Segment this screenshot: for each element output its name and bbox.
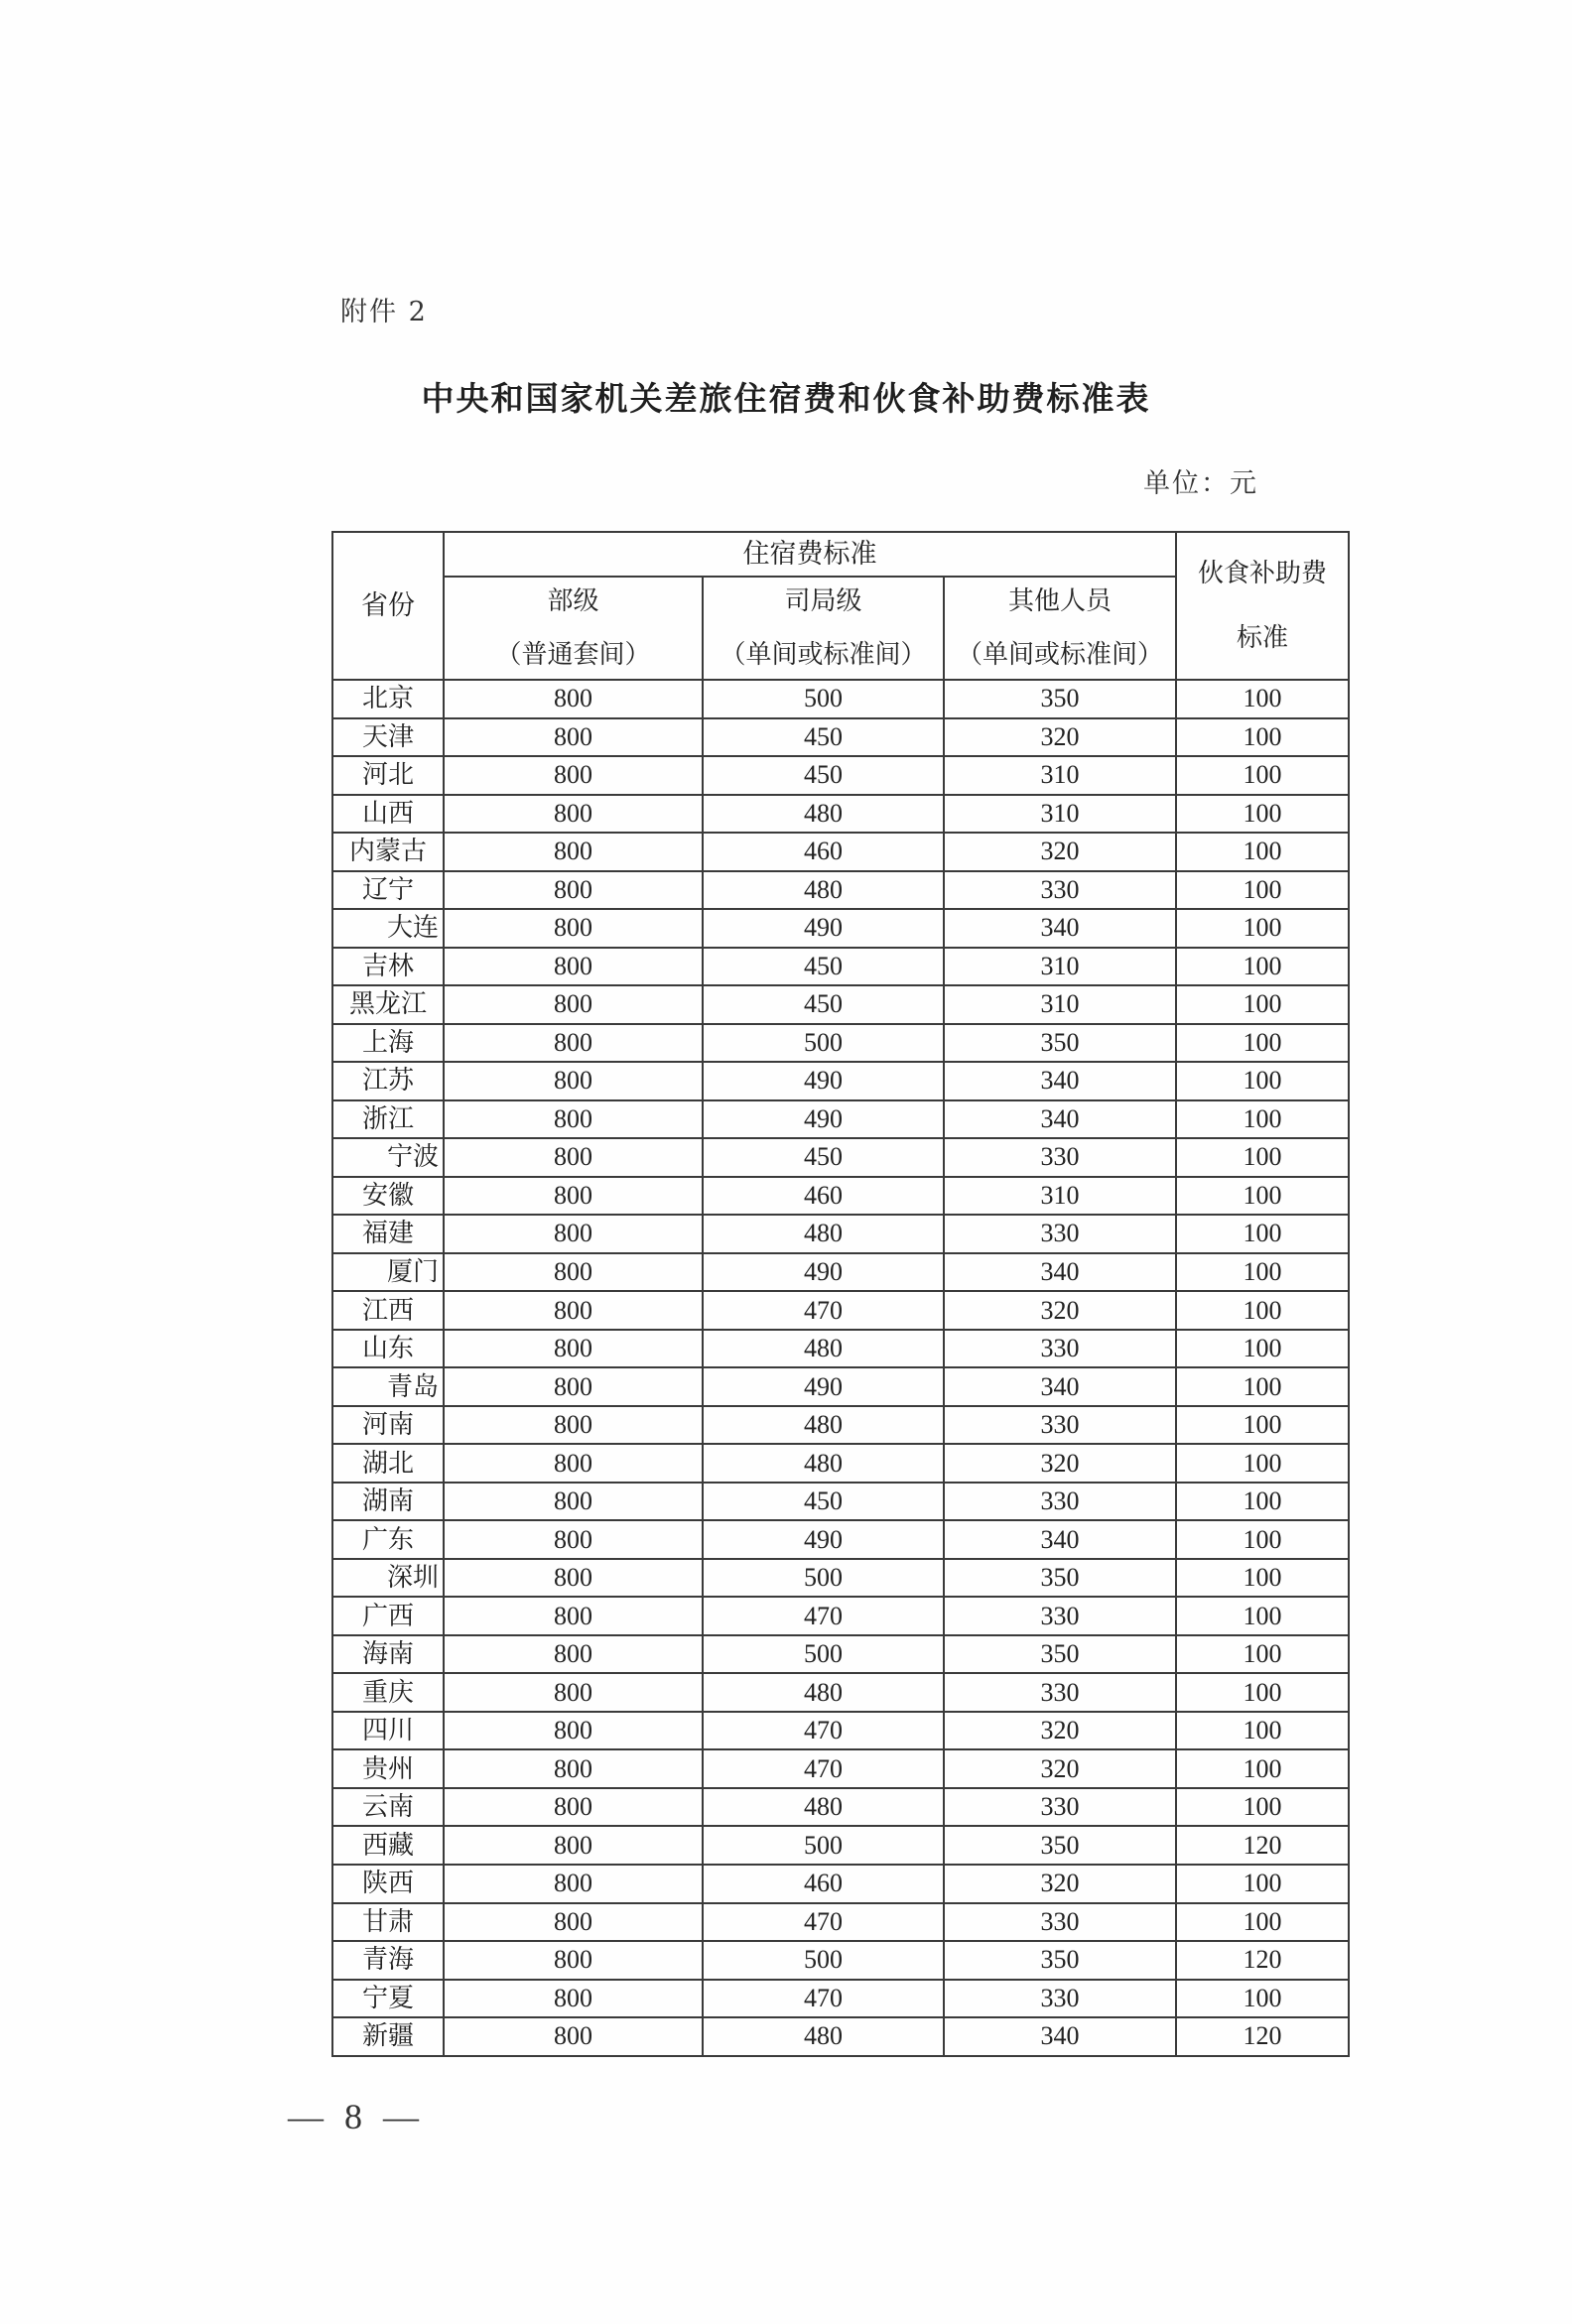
others-rate-cell: 320 (944, 833, 1176, 871)
table-row (332, 756, 1349, 795)
bureau-rate-cell: 500 (703, 1941, 944, 1980)
ministerial-rate-cell: 800 (444, 1024, 703, 1063)
bureau-rate-cell: 450 (703, 948, 944, 986)
region-cell: 河北 (332, 756, 444, 795)
bureau-rate-cell: 470 (703, 1291, 944, 1330)
others-rate-cell: 310 (944, 948, 1176, 986)
ministerial-rate-cell: 800 (444, 1215, 703, 1253)
bureau-rate-cell: 490 (703, 1367, 944, 1406)
table-header (332, 532, 1349, 680)
ministerial-rate-cell: 800 (444, 1367, 703, 1406)
others-rate-cell: 350 (944, 1559, 1176, 1598)
table-row (332, 1980, 1349, 2018)
table-row (332, 948, 1349, 986)
region-cell: 吉林 (332, 948, 444, 986)
bureau-rate-cell: 450 (703, 1138, 944, 1177)
region-cell: 江苏 (332, 1062, 444, 1100)
meal-allowance-cell: 100 (1176, 1483, 1349, 1521)
table-row (332, 871, 1349, 910)
region-cell: 内蒙古 (332, 833, 444, 871)
others-rate-cell: 340 (944, 1367, 1176, 1406)
bureau-rate-cell: 500 (703, 1559, 944, 1598)
meal-allowance-cell: 100 (1176, 1749, 1349, 1788)
bureau-rate-cell: 470 (703, 1749, 944, 1788)
table-row (332, 1253, 1349, 1292)
ministerial-rate-cell: 800 (444, 718, 703, 757)
meal-allowance-cell: 100 (1176, 1253, 1349, 1292)
region-cell: 福建 (332, 1215, 444, 1253)
region-cell: 湖北 (332, 1444, 444, 1483)
ministerial-rate-cell: 800 (444, 1788, 703, 1827)
meal-allowance-cell: 100 (1176, 1673, 1349, 1712)
ministerial-rate-cell: 800 (444, 1406, 703, 1445)
ministerial-rate-cell: 800 (444, 1062, 703, 1100)
header-lodging-standard: 住宿费标准 (444, 532, 1176, 577)
meal-allowance-cell: 100 (1176, 871, 1349, 910)
table-row (332, 1367, 1349, 1406)
table-row (332, 1673, 1349, 1712)
header-others-note: （单间或标准间） (957, 640, 1164, 670)
region-cell: 黑龙江 (332, 985, 444, 1024)
ministerial-rate-cell: 800 (444, 1865, 703, 1903)
ministerial-rate-cell: 800 (444, 1749, 703, 1788)
bureau-rate-cell: 500 (703, 1024, 944, 1063)
others-rate-cell: 340 (944, 1253, 1176, 1292)
region-cell: 河南 (332, 1406, 444, 1445)
others-rate-cell: 330 (944, 1788, 1176, 1827)
ministerial-rate-cell: 800 (444, 1673, 703, 1712)
region-cell: 大连 (332, 909, 444, 948)
others-rate-cell: 330 (944, 1980, 1176, 2018)
region-cell: 四川 (332, 1712, 444, 1750)
region-cell: 宁波 (332, 1138, 444, 1177)
table-row (332, 1024, 1349, 1063)
ministerial-rate-cell: 800 (444, 1559, 703, 1598)
others-rate-cell: 340 (944, 1100, 1176, 1139)
others-rate-cell: 330 (944, 1483, 1176, 1521)
others-rate-cell: 320 (944, 1749, 1176, 1788)
bureau-rate-cell: 480 (703, 795, 944, 834)
table-row (332, 680, 1349, 718)
region-cell: 江西 (332, 1291, 444, 1330)
others-rate-cell: 350 (944, 1941, 1176, 1980)
bureau-rate-cell: 490 (703, 1520, 944, 1559)
ministerial-rate-cell: 800 (444, 1826, 703, 1865)
ministerial-rate-cell: 800 (444, 1100, 703, 1139)
ministerial-rate-cell: 800 (444, 871, 703, 910)
page-number: — 8 — (288, 2097, 425, 2136)
bureau-rate-cell: 460 (703, 833, 944, 871)
bureau-rate-cell: 450 (703, 985, 944, 1024)
header-meal-line2: 标准 (1237, 623, 1289, 653)
others-rate-cell: 330 (944, 871, 1176, 910)
others-rate-cell: 340 (944, 2017, 1176, 2056)
table-row (332, 1406, 1349, 1445)
meal-allowance-cell: 100 (1176, 680, 1349, 718)
others-rate-cell: 310 (944, 985, 1176, 1024)
table-row (332, 795, 1349, 834)
header-bureau-note: （单间或标准间） (720, 640, 927, 670)
table-row (332, 1520, 1349, 1559)
meal-allowance-cell: 120 (1176, 1941, 1349, 1980)
bureau-rate-cell: 470 (703, 1903, 944, 1942)
ministerial-rate-cell: 800 (444, 680, 703, 718)
table-row (332, 1635, 1349, 1674)
others-rate-cell: 340 (944, 909, 1176, 948)
ministerial-rate-cell: 800 (444, 1483, 703, 1521)
region-cell: 浙江 (332, 1100, 444, 1139)
table-row (332, 1444, 1349, 1483)
ministerial-rate-cell: 800 (444, 2017, 703, 2056)
ministerial-rate-cell: 800 (444, 1635, 703, 1674)
bureau-rate-cell: 480 (703, 1406, 944, 1445)
header-bureau-label: 司局级 (784, 586, 862, 616)
table-row (332, 909, 1349, 948)
header-ministerial (444, 577, 703, 680)
region-cell: 海南 (332, 1635, 444, 1674)
others-rate-cell: 320 (944, 1291, 1176, 1330)
table-row (332, 718, 1349, 757)
bureau-rate-cell: 460 (703, 1177, 944, 1216)
region-cell: 陕西 (332, 1865, 444, 1903)
bureau-rate-cell: 480 (703, 1673, 944, 1712)
meal-allowance-cell: 120 (1176, 2017, 1349, 2056)
attachment-label: 附件 2 (340, 297, 428, 327)
unit-label: 单位：元 (1143, 468, 1258, 499)
others-rate-cell: 350 (944, 1024, 1176, 1063)
bureau-rate-cell: 480 (703, 1788, 944, 1827)
header-bureau (703, 577, 944, 680)
meal-allowance-cell: 100 (1176, 1635, 1349, 1674)
bureau-rate-cell: 500 (703, 1826, 944, 1865)
table-row (332, 2017, 1349, 2056)
meal-allowance-cell: 100 (1176, 1788, 1349, 1827)
table-row (332, 1062, 1349, 1100)
region-cell: 甘肃 (332, 1903, 444, 1942)
others-rate-cell: 310 (944, 756, 1176, 795)
meal-allowance-cell: 100 (1176, 1903, 1349, 1942)
bureau-rate-cell: 490 (703, 909, 944, 948)
others-rate-cell: 320 (944, 1712, 1176, 1750)
bureau-rate-cell: 450 (703, 718, 944, 757)
region-cell: 青海 (332, 1941, 444, 1980)
ministerial-rate-cell: 800 (444, 1597, 703, 1635)
table-row (332, 1483, 1349, 1521)
table-row (332, 985, 1349, 1024)
others-rate-cell: 340 (944, 1062, 1176, 1100)
meal-allowance-cell: 100 (1176, 985, 1349, 1024)
bureau-rate-cell: 450 (703, 1483, 944, 1521)
meal-allowance-cell: 100 (1176, 1597, 1349, 1635)
table-row (332, 833, 1349, 871)
ministerial-rate-cell: 800 (444, 985, 703, 1024)
table-row (332, 1903, 1349, 1942)
others-rate-cell: 350 (944, 1635, 1176, 1674)
meal-allowance-cell: 100 (1176, 1062, 1349, 1100)
bureau-rate-cell: 480 (703, 2017, 944, 2056)
ministerial-rate-cell: 800 (444, 1444, 703, 1483)
ministerial-rate-cell: 800 (444, 1980, 703, 2018)
table-row (332, 1865, 1349, 1903)
meal-allowance-cell: 100 (1176, 1712, 1349, 1750)
region-cell: 重庆 (332, 1673, 444, 1712)
others-rate-cell: 350 (944, 1826, 1176, 1865)
meal-allowance-cell: 100 (1176, 1291, 1349, 1330)
region-cell: 厦门 (332, 1253, 444, 1292)
ministerial-rate-cell: 800 (444, 756, 703, 795)
table-row (332, 1712, 1349, 1750)
ministerial-rate-cell: 800 (444, 948, 703, 986)
others-rate-cell: 330 (944, 1406, 1176, 1445)
region-cell: 北京 (332, 680, 444, 718)
ministerial-rate-cell: 800 (444, 1177, 703, 1216)
others-rate-cell: 340 (944, 1520, 1176, 1559)
region-cell: 安徽 (332, 1177, 444, 1216)
table-row (332, 1749, 1349, 1788)
region-cell: 贵州 (332, 1749, 444, 1788)
meal-allowance-cell: 120 (1176, 1826, 1349, 1865)
bureau-rate-cell: 490 (703, 1100, 944, 1139)
meal-allowance-cell: 100 (1176, 1177, 1349, 1216)
header-ministerial-label: 部级 (547, 586, 599, 616)
meal-allowance-cell: 100 (1176, 1024, 1349, 1063)
ministerial-rate-cell: 800 (444, 1138, 703, 1177)
meal-allowance-cell: 100 (1176, 718, 1349, 757)
table-row (332, 1291, 1349, 1330)
others-rate-cell: 330 (944, 1903, 1176, 1942)
table-row (332, 1100, 1349, 1139)
others-rate-cell: 310 (944, 1177, 1176, 1216)
table-row (332, 1559, 1349, 1598)
bureau-rate-cell: 480 (703, 1444, 944, 1483)
ministerial-rate-cell: 800 (444, 1330, 703, 1368)
bureau-rate-cell: 480 (703, 1330, 944, 1368)
meal-allowance-cell: 100 (1176, 833, 1349, 871)
ministerial-rate-cell: 800 (444, 909, 703, 948)
others-rate-cell: 350 (944, 680, 1176, 718)
header-meal-line1: 伙食补助费 (1198, 559, 1328, 588)
table-row (332, 1215, 1349, 1253)
region-cell: 青岛 (332, 1367, 444, 1406)
bureau-rate-cell: 470 (703, 1712, 944, 1750)
bureau-rate-cell: 460 (703, 1865, 944, 1903)
meal-allowance-cell: 100 (1176, 1865, 1349, 1903)
region-cell: 新疆 (332, 2017, 444, 2056)
bureau-rate-cell: 450 (703, 756, 944, 795)
region-cell: 山东 (332, 1330, 444, 1368)
ministerial-rate-cell: 800 (444, 1941, 703, 1980)
ministerial-rate-cell: 800 (444, 1291, 703, 1330)
meal-allowance-cell: 100 (1176, 1215, 1349, 1253)
header-meal-allowance (1176, 532, 1349, 680)
region-cell: 湖南 (332, 1483, 444, 1521)
bureau-rate-cell: 470 (703, 1980, 944, 2018)
table-body (332, 680, 1349, 2056)
ministerial-rate-cell: 800 (444, 1520, 703, 1559)
region-cell: 西藏 (332, 1826, 444, 1865)
table-row (332, 1788, 1349, 1827)
region-cell: 广西 (332, 1597, 444, 1635)
ministerial-rate-cell: 800 (444, 1903, 703, 1942)
meal-allowance-cell: 100 (1176, 1330, 1349, 1368)
region-cell: 山西 (332, 795, 444, 834)
meal-allowance-cell: 100 (1176, 795, 1349, 834)
table-row (332, 1330, 1349, 1368)
others-rate-cell: 320 (944, 718, 1176, 757)
others-rate-cell: 310 (944, 795, 1176, 834)
table-row (332, 1597, 1349, 1635)
header-province: 省份 (332, 532, 444, 680)
region-cell: 深圳 (332, 1559, 444, 1598)
meal-allowance-cell: 100 (1176, 1444, 1349, 1483)
meal-allowance-cell: 100 (1176, 1559, 1349, 1598)
document-title: 中央和国家机关差旅住宿费和伙食补助费标准表 (421, 379, 1151, 418)
region-cell: 辽宁 (332, 871, 444, 910)
region-cell: 天津 (332, 718, 444, 757)
meal-allowance-cell: 100 (1176, 948, 1349, 986)
meal-allowance-cell: 100 (1176, 1980, 1349, 2018)
ministerial-rate-cell: 800 (444, 1253, 703, 1292)
meal-allowance-cell: 100 (1176, 756, 1349, 795)
others-rate-cell: 330 (944, 1673, 1176, 1712)
region-cell: 宁夏 (332, 1980, 444, 2018)
others-rate-cell: 320 (944, 1865, 1176, 1903)
ministerial-rate-cell: 800 (444, 1712, 703, 1750)
table-row (332, 1138, 1349, 1177)
others-rate-cell: 330 (944, 1330, 1176, 1368)
others-rate-cell: 330 (944, 1597, 1176, 1635)
others-rate-cell: 320 (944, 1444, 1176, 1483)
meal-allowance-cell: 100 (1176, 1100, 1349, 1139)
region-cell: 广东 (332, 1520, 444, 1559)
ministerial-rate-cell: 800 (444, 833, 703, 871)
header-others (944, 577, 1176, 680)
bureau-rate-cell: 500 (703, 680, 944, 718)
header-ministerial-note: （普通套间） (495, 640, 651, 670)
region-cell: 云南 (332, 1788, 444, 1827)
meal-allowance-cell: 100 (1176, 1367, 1349, 1406)
bureau-rate-cell: 490 (703, 1062, 944, 1100)
bureau-rate-cell: 490 (703, 1253, 944, 1292)
bureau-rate-cell: 500 (703, 1635, 944, 1674)
table-row (332, 1177, 1349, 1216)
region-cell: 上海 (332, 1024, 444, 1063)
others-rate-cell: 330 (944, 1138, 1176, 1177)
ministerial-rate-cell: 800 (444, 795, 703, 834)
meal-allowance-cell: 100 (1176, 1138, 1349, 1177)
bureau-rate-cell: 480 (703, 1215, 944, 1253)
meal-allowance-cell: 100 (1176, 1406, 1349, 1445)
others-rate-cell: 330 (944, 1215, 1176, 1253)
table-row (332, 1941, 1349, 1980)
header-others-label: 其他人员 (1008, 586, 1113, 616)
meal-allowance-cell: 100 (1176, 1520, 1349, 1559)
meal-allowance-cell: 100 (1176, 909, 1349, 948)
bureau-rate-cell: 470 (703, 1597, 944, 1635)
standards-table (331, 531, 1350, 2057)
bureau-rate-cell: 480 (703, 871, 944, 910)
table-row (332, 1826, 1349, 1865)
